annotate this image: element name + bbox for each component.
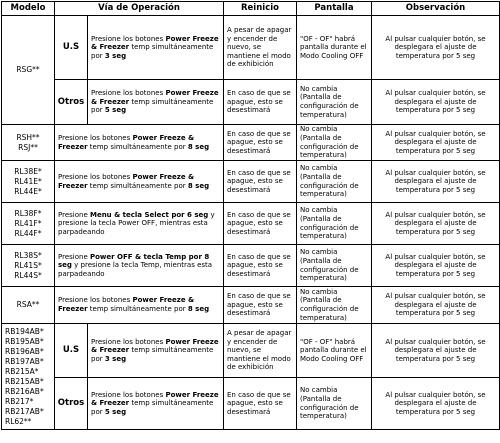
model-name: RL62** bbox=[5, 416, 32, 426]
region-cell: Otros bbox=[55, 80, 88, 125]
reset-cell: A pesar de apagar y encender de nuevo, se mantiene el modo de exhibición bbox=[224, 324, 297, 378]
reset-cell: En caso de que se apague, esto se desestimará bbox=[224, 287, 297, 324]
display-cell: No cambia (Pantalla de configuración de temperatura) bbox=[297, 80, 372, 125]
model-name: RB194AB* bbox=[5, 326, 44, 336]
operation-cell: Presione Power OFF & tecla Temp por 8 seg y presione la tecla Temp, mientras esta parpadeando bbox=[55, 245, 224, 287]
model-name: RL38F* bbox=[14, 208, 42, 218]
header-observation: Observación bbox=[372, 2, 500, 16]
operation-cell: Presione los botones Power Freeze & Freezer temp simultáneamente por 3 seg bbox=[88, 16, 224, 80]
reset-cell: En caso de que se apague, esto se desestimará bbox=[224, 125, 297, 161]
model-name: RL38E* bbox=[14, 166, 42, 176]
table-row bbox=[2, 324, 500, 378]
operation-cell: Presione los botones Power Freeze & Freezer temp simultáneamente por 5 seg bbox=[88, 80, 224, 125]
service-mode-table bbox=[1, 1, 500, 430]
model-name: RB196AB* bbox=[5, 346, 44, 356]
operation-cell: Presione los botones Power Freeze & Freezer temp simultáneamente por 8 seg bbox=[55, 161, 224, 203]
observation-cell: Al pulsar cualquier botón, se desplegara el ajuste de temperatura por 5 seg bbox=[372, 287, 500, 324]
table-row bbox=[2, 245, 500, 287]
region-cell: U.S bbox=[55, 324, 88, 378]
model-name: RB216AB* bbox=[5, 386, 44, 396]
header-display: Pantalla bbox=[297, 2, 372, 16]
model-name: RSJ** bbox=[18, 142, 38, 152]
operation-cell: Presione Menu & tecla Select por 6 seg y presione la tecla Power OFF, mientras esta parpadeando bbox=[55, 203, 224, 245]
model-name: RSA** bbox=[16, 300, 40, 309]
display-cell: No cambia (Pantalla de configuración de temperatura) bbox=[297, 245, 372, 287]
model-name: RL44F* bbox=[14, 228, 42, 238]
observation-cell: Al pulsar cualquier botón, se desplegara el ajuste de temperatura por 5 seg bbox=[372, 80, 500, 125]
observation-cell: Al pulsar cualquier botón, se desplegara el ajuste de temperatura por 5 seg bbox=[372, 378, 500, 430]
model-name: RSH** bbox=[16, 132, 40, 142]
display-cell: No cambia (Pantalla de configuración de temperatura) bbox=[297, 203, 372, 245]
model-name: RB215AB* bbox=[5, 376, 44, 386]
display-cell: No cambia (Pantalla de configuración de temperatura) bbox=[297, 287, 372, 324]
model-name: RB215A* bbox=[5, 366, 39, 376]
display-cell: "OF - OF" habrá pantalla durante el Modo Cooling OFF bbox=[297, 16, 372, 80]
operation-cell: Presione los botones Power Freeze & Freezer temp simultáneamente por 3 seg bbox=[88, 324, 224, 378]
display-cell: "OF - OF" habrá pantalla durante el Modo Cooling OFF bbox=[297, 324, 372, 378]
reset-cell: A pesar de apagar y encender de nuevo, se mantiene el modo de exhibición bbox=[224, 16, 297, 80]
header-operation: Vía de Operación bbox=[55, 2, 224, 16]
display-cell: No cambia (Pantalla de configuración de temperatura) bbox=[297, 161, 372, 203]
observation-cell: Al pulsar cualquier botón, se desplegara el ajuste de temperatura por 5 seg bbox=[372, 324, 500, 378]
reset-cell: En caso de que se apague, esto se desestimará bbox=[224, 80, 297, 125]
reset-cell: En caso de que se apague, esto se desestimará bbox=[224, 203, 297, 245]
model-name: RSG** bbox=[16, 65, 40, 74]
model-name: RL41F* bbox=[14, 218, 42, 228]
observation-cell: Al pulsar cualquier botón, se desplegara el ajuste de temperatura por 5 seg bbox=[372, 16, 500, 80]
observation-cell: Al pulsar cualquier botón, se desplegara el ajuste de temperatura por 5 seg bbox=[372, 245, 500, 287]
model-cell bbox=[2, 287, 55, 324]
model-cell bbox=[2, 324, 55, 430]
operation-cell: Presione los botones Power Freeze & Freezer temp simultáneamente por 5 seg bbox=[88, 378, 224, 430]
display-cell: No cambia (Pantalla de configuración de temperatura) bbox=[297, 125, 372, 161]
table-row bbox=[2, 287, 500, 324]
observation-cell: Al pulsar cualquier botón, se desplegara el ajuste de temperatura por 5 seg bbox=[372, 161, 500, 203]
table-row bbox=[2, 80, 500, 125]
model-cell bbox=[2, 16, 55, 125]
model-name: RB217AB* bbox=[5, 406, 44, 416]
operation-cell: Presione los botones Power Freeze & Freezer temp simultáneamente por 8 seg bbox=[55, 125, 224, 161]
model-name: RB195AB* bbox=[5, 336, 44, 346]
table-row bbox=[2, 161, 500, 203]
observation-cell: Al pulsar cualquier botón, se desplegara el ajuste de temperatura por 5 seg bbox=[372, 203, 500, 245]
model-name: RL41E* bbox=[14, 176, 42, 186]
table-row bbox=[2, 203, 500, 245]
model-name: RL38S* bbox=[14, 250, 42, 260]
display-cell: No cambia (Pantalla de configuración de temperatura) bbox=[297, 378, 372, 430]
table-row bbox=[2, 125, 500, 161]
reset-cell: En caso de que se apague, esto se desestimará bbox=[224, 378, 297, 430]
model-name: RB217* bbox=[5, 396, 34, 406]
header-reset: Reinicio bbox=[224, 2, 297, 16]
region-cell: U.S bbox=[55, 16, 88, 80]
operation-cell: Presione los botones Power Freeze & Freezer temp simultáneamente por 8 seg bbox=[55, 287, 224, 324]
model-name: RL44E* bbox=[14, 186, 42, 196]
header-row bbox=[2, 2, 500, 16]
table-row bbox=[2, 16, 500, 80]
table-row bbox=[2, 378, 500, 430]
model-cell bbox=[2, 161, 55, 203]
header-model: Modelo bbox=[2, 2, 55, 16]
model-name: RL41S* bbox=[14, 260, 42, 270]
region-cell: Otros bbox=[55, 378, 88, 430]
model-name: RB197AB* bbox=[5, 356, 44, 366]
model-cell bbox=[2, 245, 55, 287]
model-name: RL44S* bbox=[14, 270, 42, 280]
observation-cell: Al pulsar cualquier botón, se desplegara el ajuste de temperatura por 5 seg bbox=[372, 125, 500, 161]
reset-cell: En caso de que se apague, esto se desestimará bbox=[224, 161, 297, 203]
model-cell bbox=[2, 125, 55, 161]
model-cell bbox=[2, 203, 55, 245]
reset-cell: En caso de que se apague, esto se desestimará bbox=[224, 245, 297, 287]
